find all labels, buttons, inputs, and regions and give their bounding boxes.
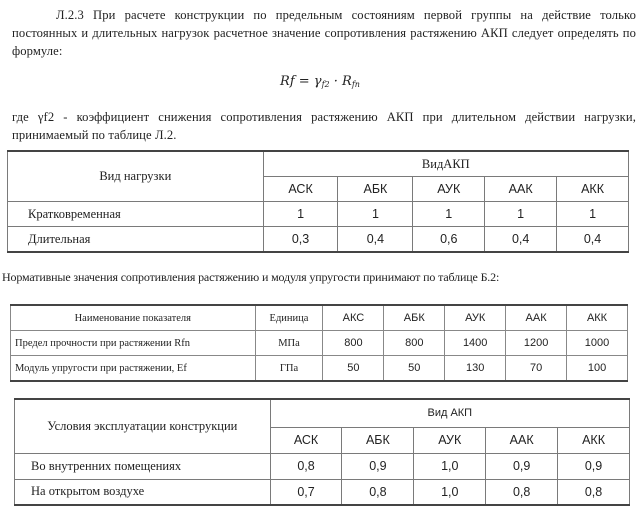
- cell: 70: [506, 356, 567, 382]
- cell-unit: МПа: [255, 331, 323, 356]
- cell: 0,6: [413, 227, 485, 253]
- cell: 0,9: [486, 453, 558, 479]
- cell: 130: [445, 356, 506, 382]
- col-header: АСК: [270, 427, 342, 453]
- col-header: ААК: [506, 305, 567, 331]
- cell: 1400: [445, 331, 506, 356]
- cell: 1000: [567, 331, 628, 356]
- col-header: АСК: [263, 177, 338, 202]
- col-header: АБК: [342, 427, 414, 453]
- cell: 0,8: [342, 479, 414, 505]
- paragraph-text: Л.2.3 При расчете конструкции по предельным состояниям первой группы на действие только постоянных и длительных нагрузок расчетное значение сопротивления растяжению АКП следует определять по формуле:: [12, 8, 636, 58]
- cell: 0,8: [270, 453, 342, 479]
- cell: 0,4: [338, 227, 413, 253]
- cell: 0,7: [270, 479, 342, 505]
- cell: 800: [323, 331, 384, 356]
- table-row: [15, 479, 630, 505]
- col-header: АБК: [338, 177, 413, 202]
- row-label: На открытом воздухе: [15, 479, 271, 505]
- col-header: АКК: [557, 177, 629, 202]
- header-akp-type: Вид АКП: [270, 399, 629, 427]
- header-akp-type: ВидАКП: [263, 151, 628, 177]
- col-header: АКК: [567, 305, 628, 331]
- header-indicator-name: Наименование показателя: [11, 305, 256, 331]
- cell: 0,8: [558, 479, 630, 505]
- row-label: Кратковременная: [8, 202, 264, 227]
- paragraph-formula-intro: [12, 6, 636, 60]
- row-label: Во внутренних помещениях: [15, 453, 271, 479]
- formula-sub-f2: f2: [321, 80, 330, 89]
- cell: 0,9: [342, 453, 414, 479]
- col-header: ААК: [485, 177, 557, 202]
- formula-mid: · R: [329, 74, 352, 89]
- col-header: АБК: [384, 305, 445, 331]
- col-header: АКК: [558, 427, 630, 453]
- cell: 50: [384, 356, 445, 382]
- cell: 1: [485, 202, 557, 227]
- header-operating-conditions: Условия эксплуатации конструкции: [15, 399, 271, 453]
- cell: 0,9: [558, 453, 630, 479]
- table-operating-conditions: [14, 398, 630, 506]
- formula-eq: = γ: [294, 74, 322, 89]
- table-row: [15, 453, 630, 479]
- paragraph-definition: где γf2 - коэффициент снижения сопротивления растяжению АКП при длительном действии нагрузки, принимаемый по таблице Л.2.: [12, 110, 636, 142]
- header-unit: Единица: [255, 305, 323, 331]
- cell: 0,8: [486, 479, 558, 505]
- cell: 50: [323, 356, 384, 382]
- cell: 1200: [506, 331, 567, 356]
- cell-unit: ГПа: [255, 356, 323, 382]
- paragraph-normative-intro: Нормативные значения сопротивления растяжению и модуля упругости принимают по таблице Б.2:: [2, 270, 500, 284]
- row-label: Длительная: [8, 227, 264, 253]
- cell: 1: [338, 202, 413, 227]
- formula-sub-fn: fn: [351, 80, 360, 89]
- col-header: АУК: [445, 305, 506, 331]
- table-row: [11, 356, 628, 382]
- cell: 1: [263, 202, 338, 227]
- cell: 0,3: [263, 227, 338, 253]
- table-row: [11, 331, 628, 356]
- table-load-type-coefficients: [7, 150, 629, 253]
- cell: 1,0: [414, 479, 486, 505]
- cell: 1: [413, 202, 485, 227]
- table-normative-values: [10, 304, 628, 382]
- col-header: АУК: [413, 177, 485, 202]
- cell: 0,4: [485, 227, 557, 253]
- cell: 0,4: [557, 227, 629, 253]
- table-row: [8, 202, 629, 227]
- cell: 100: [567, 356, 628, 382]
- cell: 1: [557, 202, 629, 227]
- col-header: АКС: [323, 305, 384, 331]
- formula: [0, 74, 640, 89]
- cell: 800: [384, 331, 445, 356]
- row-label: Модуль упругости при растяжении, Ef: [11, 356, 256, 382]
- col-header: АУК: [414, 427, 486, 453]
- row-label: Предел прочности при растяжении Rfn: [11, 331, 256, 356]
- formula-lhs: Rf: [280, 74, 295, 89]
- col-header: ААК: [486, 427, 558, 453]
- cell: 1,0: [414, 453, 486, 479]
- header-load-type: Вид нагрузки: [8, 151, 264, 202]
- table-row: [8, 227, 629, 253]
